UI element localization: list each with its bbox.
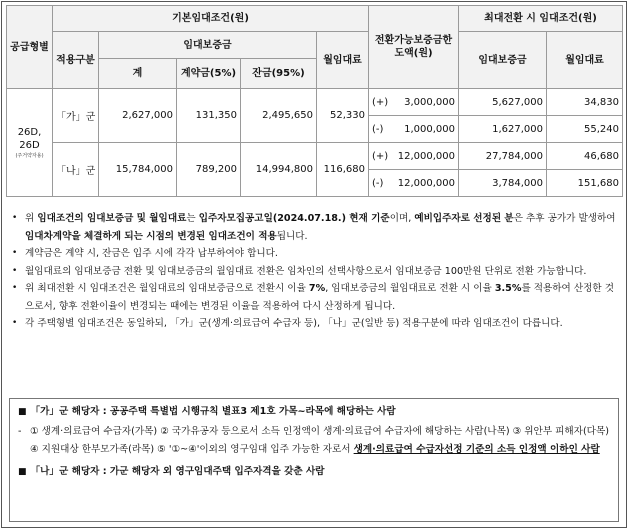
type-name-line1: 26D, bbox=[17, 126, 42, 138]
conversion-sign: (+) bbox=[369, 89, 395, 116]
group-a-heading: ■ 「가」군 해당자 : 공공주택 특별법 시행규칙 별표3 제1호 가목~라목에 해당하는 사람 bbox=[18, 406, 396, 417]
square-bullet-icon: ■ bbox=[18, 407, 27, 417]
header-apply-group: 적용구분 bbox=[53, 32, 99, 89]
note-item: • 위 임대조건의 임대보증금 및 월임대료는 입주자모집공고일(2024.07.18.) 현재 기준이며, 예비입주자로 선정된 분은 추후 공가가 발생하여 임대차계약을 체결하게 되는 시점의 변경된 임대조건이 적용됩니다. bbox=[12, 210, 617, 245]
header-basic-conditions: 기본임대조건(원) bbox=[53, 6, 369, 32]
conversion-sign: (+) bbox=[369, 143, 395, 170]
deposit-contract: 789,200 bbox=[177, 143, 241, 197]
type-name-line2: 26D bbox=[19, 140, 40, 152]
convertible-amount: 1,000,000 bbox=[395, 116, 459, 143]
max-deposit: 27,784,000 bbox=[459, 143, 547, 170]
eligibility-box bbox=[9, 398, 619, 522]
max-monthly: 46,680 bbox=[547, 143, 623, 170]
table-row bbox=[7, 89, 623, 116]
header-monthly-rent: 월임대료 bbox=[317, 32, 369, 89]
header-deposit: 임대보증금 bbox=[99, 32, 317, 59]
note-item: • 각 주택형별 임대조건은 동일하되, 「가」군(생계·의료급여 수급자 등), 「나」군(일반 등) 적용구분에 따라 임대조건이 다릅니다. bbox=[12, 315, 617, 333]
square-bullet-icon: ■ bbox=[18, 467, 27, 477]
header-deposit-balance: 잔금(95%) bbox=[241, 59, 317, 89]
conversion-sign: (-) bbox=[369, 116, 395, 143]
convertible-amount: 12,000,000 bbox=[395, 143, 459, 170]
group-a-description: - ① 생계·의료급여 수급자(가목) ② 국가유공자 등으로서 소득 인정액이 생계·의료급여 수급자에 해당하는 사람(나목) ③ 위안부 피해자(다목) ④ 지원대상 한부모가족(라목) ⑤ '①~④'이외의 영구임대 입주 가능한 자로서 생계·의료급여 수급자선정 기준의 소득 인정액 이하인 사람 bbox=[18, 423, 610, 459]
max-deposit: 1,627,000 bbox=[459, 116, 547, 143]
dash-icon: - bbox=[18, 426, 22, 437]
max-deposit: 3,784,000 bbox=[459, 170, 547, 197]
max-monthly: 151,680 bbox=[547, 170, 623, 197]
deposit-balance: 2,495,650 bbox=[241, 89, 317, 143]
supply-type-cell bbox=[7, 89, 53, 197]
max-monthly: 55,240 bbox=[547, 116, 623, 143]
header-max-monthly: 월임대료 bbox=[547, 32, 623, 89]
deposit-total: 2,627,000 bbox=[99, 89, 177, 143]
header-deposit-contract: 계약금(5%) bbox=[177, 59, 241, 89]
note-item: • 계약금은 계약 시, 잔금은 입주 시에 각각 납부하여야 합니다. bbox=[12, 245, 617, 263]
note-item: • 월임대료의 임대보증금 전환 및 임대보증금의 월임대료 전환은 임차인의 선택사항으로서 임대보증금 100만원 단위로 전환 가능합니다. bbox=[12, 263, 617, 281]
max-deposit: 5,627,000 bbox=[459, 89, 547, 116]
type-name-small: (주거약자용) bbox=[15, 152, 44, 159]
convertible-amount: 3,000,000 bbox=[395, 89, 459, 116]
header-deposit-total: 계 bbox=[99, 59, 177, 89]
deposit-total: 15,784,000 bbox=[99, 143, 177, 197]
group-label: 「가」군 bbox=[53, 89, 99, 143]
convertible-amount: 12,000,000 bbox=[395, 170, 459, 197]
rent-conditions-table bbox=[6, 5, 623, 197]
header-supply-type: 공급형별 bbox=[7, 6, 53, 89]
bullet-icon: • bbox=[12, 213, 18, 223]
group-label: 「나」군 bbox=[53, 143, 99, 197]
notes-list bbox=[12, 210, 617, 333]
bullet-icon: • bbox=[12, 318, 18, 328]
deposit-balance: 14,994,800 bbox=[241, 143, 317, 197]
header-max-conversion: 최대전환 시 임대조건(원) bbox=[459, 6, 623, 32]
deposit-contract: 131,350 bbox=[177, 89, 241, 143]
group-b-heading: ■ 「나」군 해당자 : 가군 해당자 외 영구임대주택 입주자격을 갖춘 사람 bbox=[18, 466, 325, 477]
bullet-icon: • bbox=[12, 265, 18, 276]
note-item: • 위 최대전환 시 임대조건은 월임대료의 임대보증금으로 전환시 이율 7%, 임대보증금의 월임대료로 전환 시 이율 3.5%를 적용하여 산정한 것으로서, 향후 전환이율이 변경되는 때에는 변경된 이율을 적용하여 다시 산정하게 됩니다. bbox=[12, 280, 617, 315]
header-max-deposit: 임대보증금 bbox=[459, 32, 547, 89]
table-row bbox=[7, 143, 623, 170]
bullet-icon: • bbox=[12, 248, 18, 258]
monthly-rent: 52,330 bbox=[317, 89, 369, 143]
max-monthly: 34,830 bbox=[547, 89, 623, 116]
conversion-sign: (-) bbox=[369, 170, 395, 197]
header-convertible: 전환가능보증금한도액(원) bbox=[369, 6, 459, 89]
bullet-icon: • bbox=[12, 283, 18, 293]
monthly-rent: 116,680 bbox=[317, 143, 369, 197]
